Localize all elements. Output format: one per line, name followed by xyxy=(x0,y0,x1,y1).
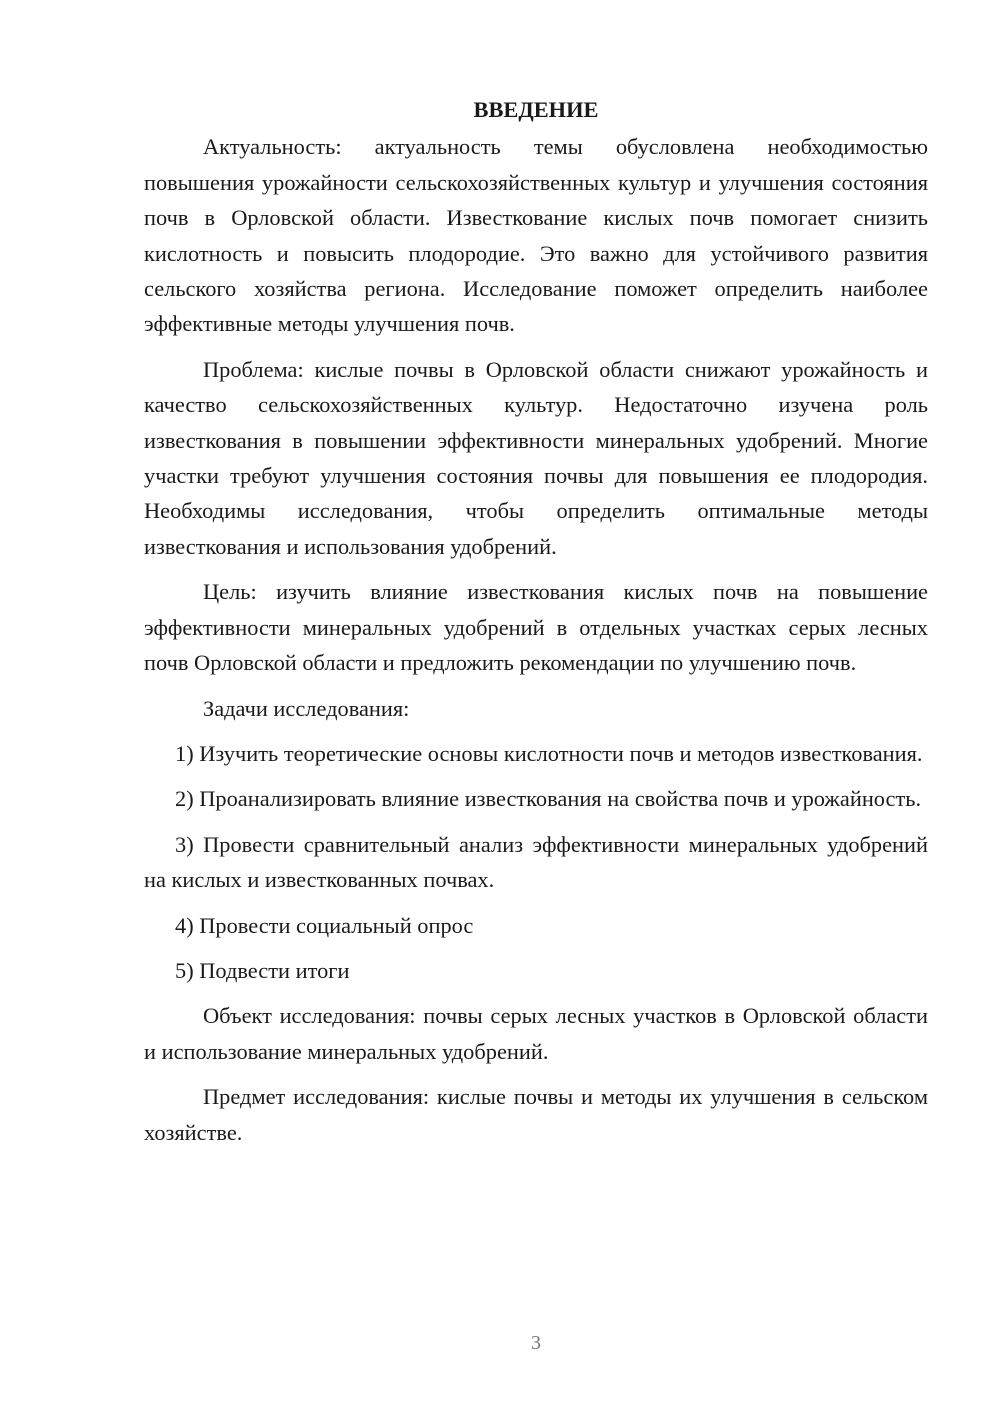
task-item-4: 4) Провести социальный опрос xyxy=(175,912,474,938)
page-number: 3 xyxy=(531,1332,541,1354)
task-item-5: 5) Подвести итоги xyxy=(175,957,350,983)
paragraph-relevance: Актуальность: актуальность темы обусловлена необходимостью повышения урожайности сельскохозяйственных культур и улучшения состояния почв в Орловской области. Известкование кислых почв помогает снизить кислотность и повысить плодородие. Это важно для устойчивого развития сельского хозяйства региона. Исследование поможет определить наиболее эффективные методы улучшения почв. xyxy=(144,134,928,337)
task-item-3: 3) Провести сравнительный анализ эффективности минеральных удобрений на кислых и известкованных почвах. xyxy=(144,831,928,893)
task-item-2: 2) Проанализировать влияние известкования на свойства почв и урожайность. xyxy=(175,786,922,812)
page-content xyxy=(144,92,928,1160)
paragraph-subject: Предмет исследования: кислые почвы и методы их улучшения в сельском хозяйстве. xyxy=(144,1084,928,1145)
paragraph-tasks-heading: Задачи исследования: xyxy=(203,695,410,721)
paragraph-problem: Проблема: кислые почвы в Орловской области снижают урожайность и качество сельскохозяйственных культур. Недостаточно изучена роль известкования в повышении эффективности минеральных удобрений. Многие участки требуют улучшения состояния почвы для повышения ее плодородия. Необходимы исследования, чтобы определить оптимальные методы известкования и использования удобрений. xyxy=(144,356,928,559)
paragraph-goal: Цель: изучить влияние известкования кислых почв на повышение эффективности минеральных удобрений в отдельных участках серых лесных почв Орловской области и предложить рекомендации по улучшению почв. xyxy=(144,579,928,676)
paragraph-object: Объект исследования: почвы серых лесных участков в Орловской области и использование минеральных удобрений. xyxy=(144,1003,928,1064)
task-item-1: 1) Изучить теоретические основы кислотности почв и методов известкования. xyxy=(175,740,923,766)
section-title: ВВЕДЕНИЕ xyxy=(473,97,599,122)
